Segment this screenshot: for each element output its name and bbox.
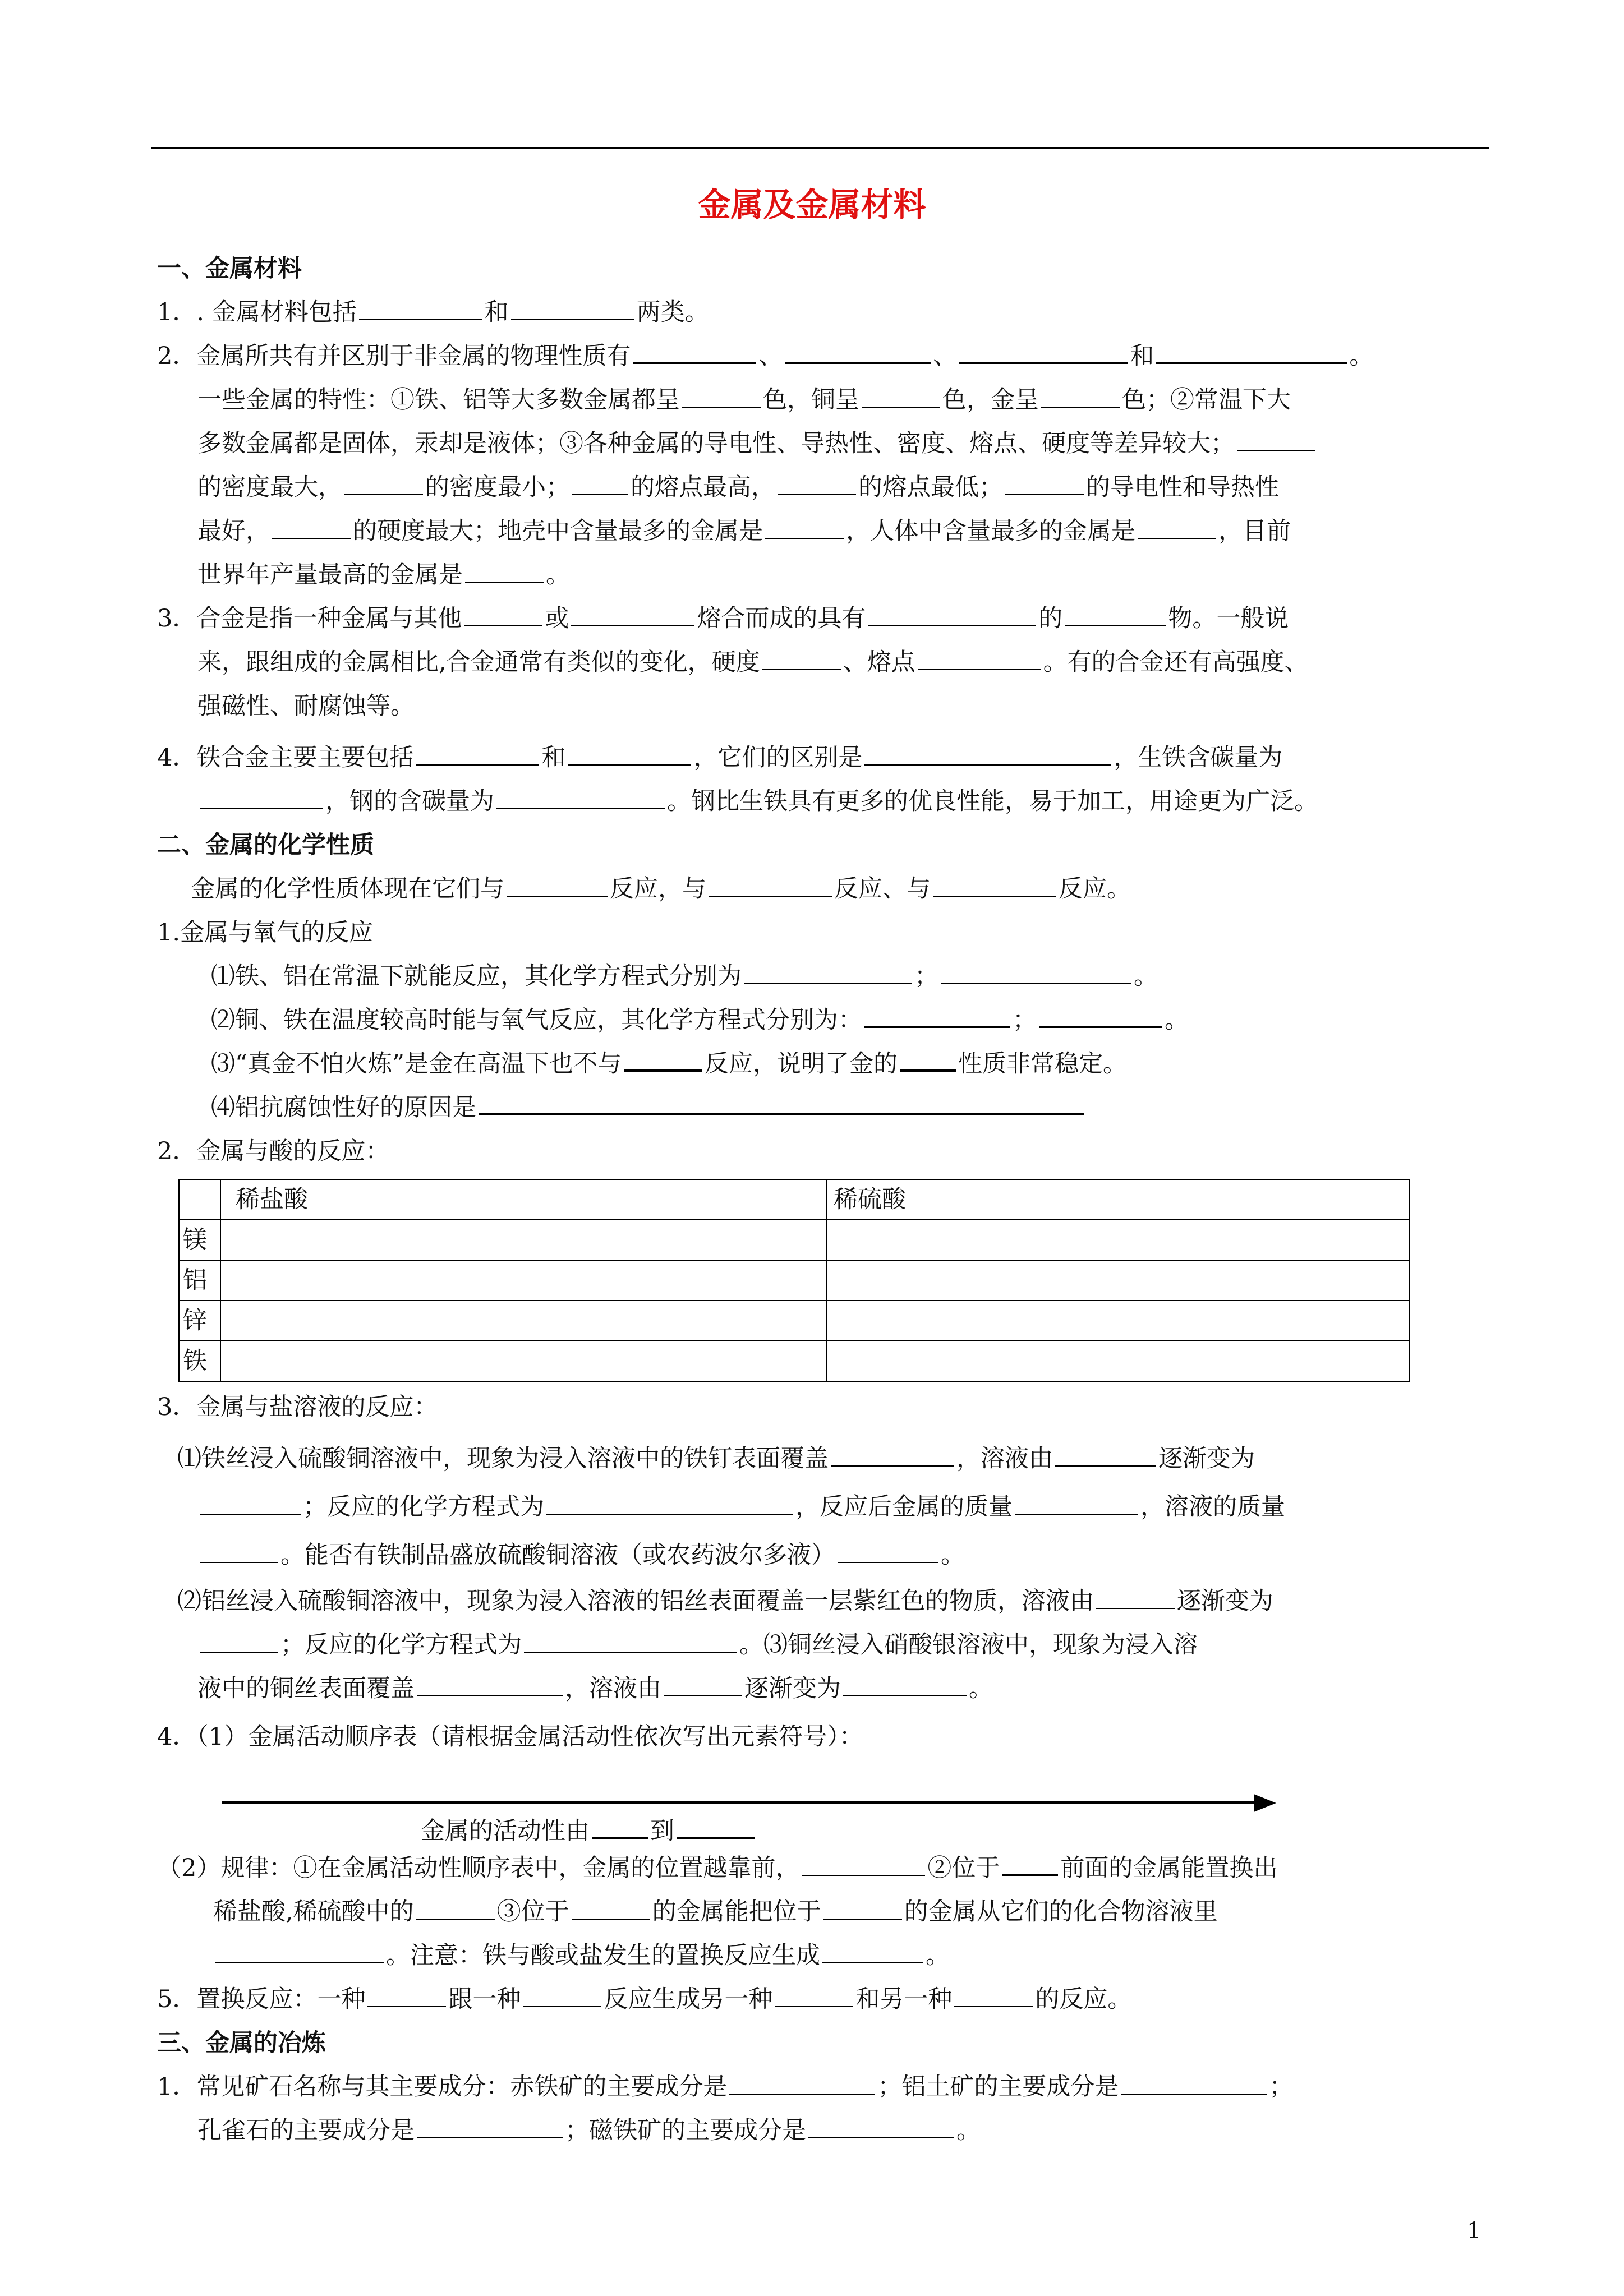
page-title: 金属及金属材料 bbox=[698, 186, 926, 224]
blank[interactable] bbox=[682, 381, 761, 408]
text: 。 bbox=[941, 1541, 965, 1569]
section-3-heading: 三、金属的冶炼 bbox=[157, 2029, 326, 2057]
text: 液中的铜丝表面覆盖 bbox=[197, 1675, 415, 1703]
blank[interactable] bbox=[1041, 381, 1120, 408]
blank[interactable] bbox=[1121, 2068, 1267, 2095]
answer-cell[interactable] bbox=[826, 1260, 1409, 1301]
text: 的密度最大， bbox=[197, 473, 342, 501]
blank[interactable] bbox=[272, 512, 351, 539]
s2-q1-item1 bbox=[157, 955, 1489, 998]
s2-q3-line5 bbox=[157, 1623, 1489, 1667]
answer-cell[interactable] bbox=[826, 1341, 1409, 1381]
text: ⑵铝丝浸入硫酸铜溶液中，现象为浸入溶液的铝丝表面覆盖一层紫红色的物质，溶液由 bbox=[177, 1587, 1094, 1615]
blank[interactable] bbox=[524, 1626, 737, 1653]
s2-q3-line4 bbox=[157, 1579, 1489, 1623]
blank[interactable] bbox=[571, 600, 694, 626]
text: ； bbox=[1013, 1006, 1037, 1034]
answer-cell[interactable] bbox=[220, 1301, 826, 1341]
blank[interactable] bbox=[1156, 336, 1347, 364]
text: ⑶“真金不怕火炼”是金在高温下也不与 bbox=[211, 1050, 622, 1078]
blank[interactable] bbox=[802, 1849, 925, 1876]
text: 反应，与 bbox=[610, 875, 706, 903]
s2-q5 bbox=[157, 1977, 1489, 2021]
text: 多数金属都是固体，汞却是液体；③各种金属的导电性、导热性、密度、熔点、硬度等差异较大； bbox=[197, 430, 1235, 458]
blank[interactable] bbox=[1015, 1488, 1138, 1515]
text: 、 bbox=[758, 342, 783, 370]
text: ，生铁含碳量为 bbox=[1114, 744, 1283, 772]
text: 最好， bbox=[197, 517, 270, 545]
text: 到 bbox=[650, 1817, 674, 1845]
text: ，人体中含量最多的金属是 bbox=[846, 517, 1135, 545]
text: ； bbox=[914, 962, 938, 990]
blank[interactable] bbox=[1002, 1848, 1058, 1876]
text: 。 bbox=[956, 2117, 981, 2145]
arrow-right-icon bbox=[1254, 1794, 1276, 1812]
page-number: 1 bbox=[1467, 2218, 1482, 2244]
text: 的熔点最低； bbox=[858, 473, 1003, 501]
text: 色，金呈 bbox=[942, 386, 1039, 414]
blank[interactable] bbox=[1065, 600, 1166, 626]
text: 反应。 bbox=[1059, 875, 1131, 903]
blank[interactable] bbox=[479, 1087, 1084, 1115]
table-row bbox=[179, 1341, 1409, 1381]
arrow-line bbox=[222, 1801, 1265, 1804]
text: ；反应的化学方程式为 bbox=[303, 1493, 544, 1521]
table-header-cell bbox=[179, 1179, 220, 1220]
blank[interactable] bbox=[200, 1488, 301, 1515]
text: 的密度最小； bbox=[425, 473, 570, 501]
activity-arrow bbox=[157, 1759, 1489, 1843]
blank[interactable] bbox=[359, 293, 482, 320]
blank[interactable] bbox=[633, 336, 756, 364]
text: 逐渐变为 bbox=[1158, 1445, 1255, 1473]
blank[interactable] bbox=[367, 1980, 446, 2007]
blank[interactable] bbox=[868, 600, 1036, 626]
worksheet-body bbox=[157, 247, 1489, 2152]
table-row bbox=[179, 1260, 1409, 1301]
text: ，溶液由 bbox=[956, 1445, 1053, 1473]
blank[interactable] bbox=[862, 381, 940, 408]
text: 或 bbox=[545, 605, 569, 633]
row-label: 锌 bbox=[179, 1301, 220, 1341]
text: 金属的化学性质体现在它们与 bbox=[191, 875, 504, 903]
s2-q4-rule2 bbox=[157, 1890, 1489, 1934]
blank[interactable] bbox=[416, 1893, 495, 1920]
blank[interactable] bbox=[624, 1044, 702, 1072]
s1-q4-line2 bbox=[157, 780, 1489, 823]
s2-q1-title: 1.金属与氧气的反应 bbox=[157, 919, 374, 947]
text: 。有的合金还有高强度、 bbox=[1043, 648, 1309, 676]
blank[interactable] bbox=[823, 1893, 902, 1920]
text: 的金属能把位于 bbox=[652, 1898, 821, 1926]
blank[interactable] bbox=[200, 1536, 278, 1563]
blank[interactable] bbox=[1005, 468, 1084, 495]
text: ，它们的区别是 bbox=[693, 744, 863, 772]
text: 逐渐变为 bbox=[1177, 1587, 1273, 1615]
blank[interactable] bbox=[568, 739, 691, 766]
text: ，溶液由 bbox=[565, 1675, 661, 1703]
row-label: 铁 bbox=[179, 1341, 220, 1381]
s2-q4-rule1 bbox=[157, 1846, 1489, 1890]
text: ；铝土矿的主要成分是 bbox=[877, 2073, 1119, 2101]
blank[interactable] bbox=[1138, 512, 1216, 539]
s1-q2-line2 bbox=[157, 378, 1489, 422]
blank[interactable] bbox=[822, 1937, 923, 1963]
blank[interactable] bbox=[416, 739, 539, 766]
text: 跟一种 bbox=[448, 1985, 521, 2013]
text: 2．金属所共有并区别于非金属的物理性质有 bbox=[157, 342, 631, 370]
blank[interactable] bbox=[709, 870, 832, 897]
blank[interactable] bbox=[775, 1980, 853, 2007]
s1-q4-line1 bbox=[157, 736, 1489, 780]
s2-q1-item4 bbox=[157, 1086, 1489, 1129]
blank[interactable] bbox=[200, 782, 323, 809]
s2-q1-item3 bbox=[157, 1042, 1489, 1086]
blank[interactable] bbox=[1055, 1440, 1156, 1467]
table-row bbox=[179, 1220, 1409, 1260]
row-label: 铝 bbox=[179, 1260, 220, 1301]
blank[interactable] bbox=[808, 2111, 954, 2138]
table-header-cell: 稀硫酸 bbox=[826, 1179, 1409, 1220]
blank[interactable] bbox=[959, 336, 1128, 364]
text: 5．置换反应：一种 bbox=[157, 1985, 366, 2013]
blank[interactable] bbox=[838, 1536, 938, 1563]
blank[interactable] bbox=[941, 957, 1131, 984]
s3-q1-line1 bbox=[157, 2065, 1489, 2109]
text: ⑵铜、铁在温度较高时能与氧气反应，其化学方程式分别为： bbox=[211, 1006, 862, 1034]
text: 世界年产量最高的金属是 bbox=[197, 561, 463, 589]
s2-q2-title: 2．金属与酸的反应： bbox=[157, 1137, 390, 1165]
blank[interactable] bbox=[464, 600, 542, 626]
text: 性质非常稳定。 bbox=[958, 1050, 1127, 1078]
table-row bbox=[179, 1301, 1409, 1341]
text: ，钢的含碳量为 bbox=[325, 787, 494, 815]
text: 物。一般说 bbox=[1168, 605, 1289, 633]
text: ；反应的化学方程式为 bbox=[280, 1631, 522, 1659]
text: 和 bbox=[541, 744, 566, 772]
blank[interactable] bbox=[664, 1670, 742, 1696]
s1-q1 bbox=[157, 291, 1489, 334]
text: 反应、与 bbox=[834, 875, 931, 903]
blank[interactable] bbox=[954, 1980, 1033, 2007]
text: 。能否有铁制品盛放硫酸铜溶液（或农药波尔多液） bbox=[280, 1541, 835, 1569]
section-1-heading: 一、金属材料 bbox=[157, 255, 302, 283]
s2-q3-line2 bbox=[157, 1483, 1489, 1531]
blank[interactable] bbox=[523, 1980, 601, 2007]
blank[interactable] bbox=[417, 1670, 563, 1696]
answer-cell[interactable] bbox=[826, 1301, 1409, 1341]
blank[interactable] bbox=[507, 870, 608, 897]
text: 反应生成另一种 bbox=[604, 1985, 773, 2013]
blank[interactable] bbox=[200, 1626, 278, 1653]
text: 3．合金是指一种金属与其他 bbox=[157, 605, 462, 633]
text: 和另一种 bbox=[855, 1985, 953, 2013]
text: 。 bbox=[1165, 1006, 1189, 1034]
blank[interactable] bbox=[592, 1811, 648, 1839]
answer-cell[interactable] bbox=[220, 1260, 826, 1301]
blank[interactable] bbox=[215, 1937, 384, 1963]
row-label: 镁 bbox=[179, 1220, 220, 1260]
text: 。钢比生铁具有更多的优良性能，易于加工，用途更为广泛。 bbox=[667, 787, 1318, 815]
text: 熔合而成的具有 bbox=[697, 605, 866, 633]
text: ，目前 bbox=[1218, 517, 1291, 545]
text: 色；②常温下大 bbox=[1122, 386, 1291, 414]
s2-q3-line1 bbox=[157, 1435, 1489, 1483]
table-header-row bbox=[179, 1179, 1409, 1220]
text: 一些金属的特性：①铁、铝等大多数金属都呈 bbox=[197, 386, 680, 414]
s2-q3-line6 bbox=[157, 1667, 1489, 1711]
header-rule bbox=[151, 147, 1489, 149]
s2-q4-title: 4．（1）金属活动顺序表（请根据金属活动性依次写出元素符号）： bbox=[157, 1723, 863, 1751]
s2-q3-line3 bbox=[157, 1531, 1489, 1579]
blank[interactable] bbox=[417, 2111, 563, 2138]
blank[interactable] bbox=[918, 643, 1041, 670]
blank[interactable] bbox=[900, 1044, 956, 1072]
text: 。⑶铜丝浸入硝酸银溶液中，现象为浸入溶 bbox=[739, 1631, 1198, 1659]
answer-cell[interactable] bbox=[220, 1341, 826, 1381]
blank[interactable] bbox=[1039, 1000, 1162, 1028]
blank[interactable] bbox=[344, 468, 423, 495]
text: ；磁铁矿的主要成分是 bbox=[565, 2117, 806, 2145]
s1-q3-line2 bbox=[157, 640, 1489, 684]
blank[interactable] bbox=[765, 512, 844, 539]
s1-q3-line3: 强磁性、耐腐蚀等。 bbox=[197, 692, 415, 720]
text: 前面的金属能置换出 bbox=[1060, 1854, 1278, 1882]
text: 稀盐酸,稀硫酸中的 bbox=[213, 1898, 414, 1926]
blank[interactable] bbox=[496, 782, 665, 809]
text: 两类。 bbox=[636, 298, 709, 326]
arrow-caption bbox=[421, 1809, 757, 1853]
s1-q2-line1 bbox=[157, 334, 1489, 378]
text: ⑴铁丝浸入硫酸铜溶液中，现象为浸入溶液中的铁钉表面覆盖 bbox=[177, 1445, 829, 1473]
section-2-heading: 二、金属的化学性质 bbox=[157, 831, 374, 859]
text: 的 bbox=[1038, 605, 1063, 633]
text: ②位于 bbox=[927, 1854, 1000, 1882]
text: ，反应后金属的质量 bbox=[795, 1493, 1013, 1521]
text: 。注意：铁与酸或盐发生的置换反应生成 bbox=[386, 1942, 820, 1970]
acid-reaction-table bbox=[178, 1179, 1410, 1382]
text: 的硬度最大；地壳中含量最多的金属是 bbox=[353, 517, 763, 545]
s1-q2-line4 bbox=[157, 465, 1489, 509]
text: 1．常见矿石名称与其主要成分：赤铁矿的主要成分是 bbox=[157, 2073, 728, 2101]
blank[interactable] bbox=[744, 957, 912, 984]
text: （2）规律：①在金属活动性顺序表中，金属的位置越靠前， bbox=[157, 1854, 800, 1882]
s1-q3-line1 bbox=[157, 597, 1489, 640]
blank[interactable] bbox=[572, 1893, 650, 1920]
blank[interactable] bbox=[843, 1670, 967, 1696]
text: 。 bbox=[546, 561, 570, 589]
blank[interactable] bbox=[729, 2068, 875, 2095]
blank[interactable] bbox=[864, 739, 1111, 766]
text: ； bbox=[1269, 2073, 1294, 2101]
text: 逐渐变为 bbox=[744, 1675, 841, 1703]
text: 、熔点 bbox=[843, 648, 915, 676]
blank[interactable] bbox=[933, 870, 1056, 897]
text: 的导电性和导热性 bbox=[1086, 473, 1279, 501]
text: 和 bbox=[484, 298, 509, 326]
text: ⑷铝抗腐蚀性好的原因是 bbox=[211, 1094, 476, 1122]
text: 。 bbox=[1349, 342, 1374, 370]
blank[interactable] bbox=[677, 1811, 755, 1839]
text: ，溶液的质量 bbox=[1140, 1493, 1285, 1521]
text: 的熔点最高， bbox=[631, 473, 775, 501]
s1-q2-line5 bbox=[157, 509, 1489, 553]
s2-q3-title: 3．金属与盐溶液的反应： bbox=[157, 1393, 438, 1421]
text: 金属的活动性由 bbox=[421, 1817, 590, 1845]
blank[interactable] bbox=[1096, 1582, 1175, 1609]
blank[interactable] bbox=[1237, 425, 1315, 451]
text: 孔雀石的主要成分是 bbox=[197, 2117, 415, 2145]
s2-intro bbox=[157, 867, 1489, 911]
s1-q2-line6 bbox=[157, 553, 1489, 597]
text: 4．铁合金主要主要包括 bbox=[157, 744, 414, 772]
text: 色，铜呈 bbox=[763, 386, 859, 414]
blank[interactable] bbox=[785, 336, 931, 364]
text: 的反应。 bbox=[1035, 1985, 1132, 2013]
text: ③位于 bbox=[496, 1898, 569, 1926]
blank[interactable] bbox=[762, 643, 841, 670]
s2-q1-item2 bbox=[157, 998, 1489, 1042]
blank[interactable] bbox=[465, 556, 544, 583]
blank[interactable] bbox=[831, 1440, 954, 1467]
s2-q4-rule3 bbox=[157, 1934, 1489, 1977]
blank[interactable] bbox=[546, 1488, 793, 1515]
answer-cell[interactable] bbox=[220, 1220, 826, 1260]
table-header-cell: 稀盐酸 bbox=[220, 1179, 826, 1220]
s3-q1-line2 bbox=[157, 2109, 1489, 2152]
blank[interactable] bbox=[572, 468, 628, 495]
text: 。 bbox=[969, 1675, 993, 1703]
text: 1．. 金属材料包括 bbox=[157, 298, 357, 326]
text: 、 bbox=[933, 342, 958, 370]
blank[interactable] bbox=[511, 293, 634, 320]
text: 来，跟组成的金属相比,合金通常有类似的变化，硬度 bbox=[197, 648, 760, 676]
text: 。 bbox=[926, 1942, 950, 1970]
text: 和 bbox=[1130, 342, 1154, 370]
blank[interactable] bbox=[864, 1000, 1010, 1028]
blank[interactable] bbox=[778, 468, 856, 495]
text: 反应，说明了金的 bbox=[704, 1050, 898, 1078]
answer-cell[interactable] bbox=[826, 1220, 1409, 1260]
s1-q2-line3 bbox=[157, 422, 1489, 465]
text: 的金属从它们的化合物溶液里 bbox=[904, 1898, 1218, 1926]
text: ⑴铁、铝在常温下就能反应，其化学方程式分别为 bbox=[211, 962, 742, 990]
text: 。 bbox=[1134, 962, 1158, 990]
